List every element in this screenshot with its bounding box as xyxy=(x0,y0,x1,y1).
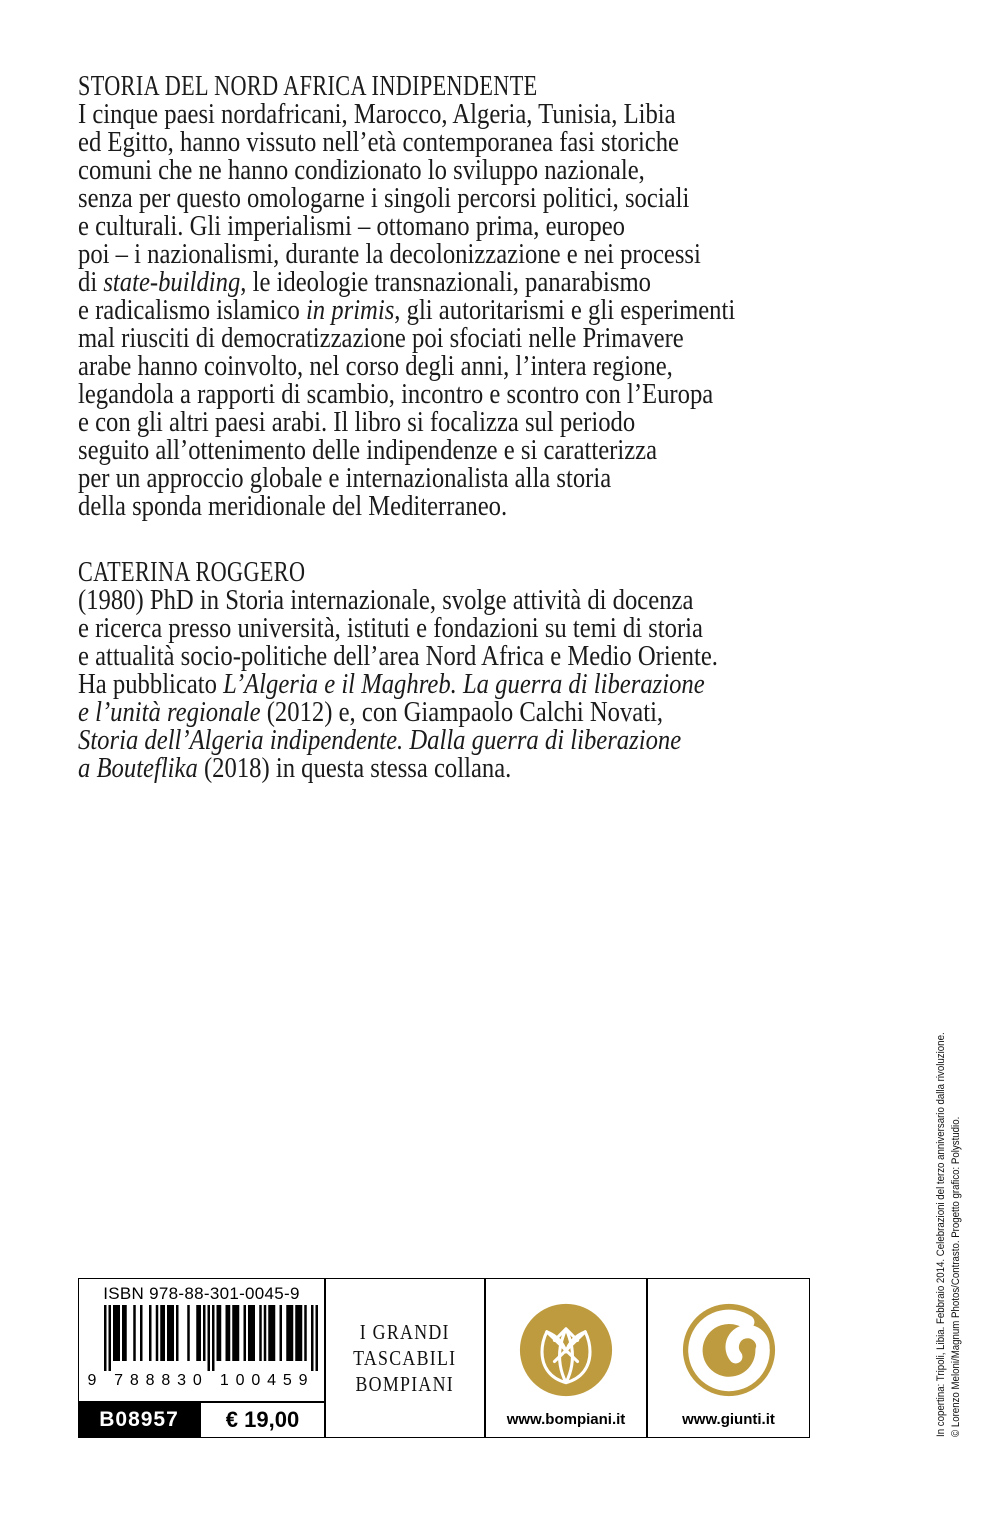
svg-text:4: 4 xyxy=(266,1372,276,1389)
synopsis-text xyxy=(78,100,962,520)
svg-text:1: 1 xyxy=(219,1372,229,1389)
bompiani-flower-logo-icon xyxy=(518,1302,614,1398)
isbn-number: ISBN 978-88-301-0045-9 xyxy=(103,1284,300,1303)
price-value: € 19,00 xyxy=(225,1407,300,1432)
text-line: senza per questo omologarne i singoli percorsi politici, sociali xyxy=(78,182,690,214)
credit-line: In copertina: Tripoli, Libia. Febbraio 2014. Celebrazioni del terzo anniversario dalla rivoluzione. xyxy=(935,1032,947,1437)
text-line: I cinque paesi nordafricani, Marocco, Algeria, Tunisia, Libia xyxy=(78,98,676,130)
text-line: per un approccio globale e internazionalista alla storia xyxy=(78,462,612,494)
giunti-g-logo-icon xyxy=(681,1302,777,1398)
ean13-barcode xyxy=(80,1305,324,1389)
svg-text:8: 8 xyxy=(129,1372,139,1389)
text-line: Ha pubblicato L’Algeria e il Maghreb. La guerra di liberazione xyxy=(78,668,705,700)
text-line: a Bouteflika (2018) in questa stessa collana. xyxy=(78,752,512,784)
series-line: I GRANDI xyxy=(359,1320,450,1344)
book-title: STORIA DEL NORD AFRICA INDIPENDENTE xyxy=(78,70,538,102)
text-line: seguito all’ottenimento delle indipendenze e si caratterizza xyxy=(78,434,658,466)
text-line: legandola a rapporti di scambio, incontro e scontro con l’Europa xyxy=(78,378,714,410)
bompiani-panel xyxy=(485,1278,647,1438)
text-line: di state-building, le ideologie transnazionali, panarabismo xyxy=(78,266,651,298)
svg-text:8: 8 xyxy=(160,1372,170,1389)
text-line: (1980) PhD in Storia internazionale, svolge attività di docenza xyxy=(78,584,694,616)
text-line: e radicalismo islamico in primis, gli autoritarismi e gli esperimenti xyxy=(78,294,736,326)
product-code: B08957 xyxy=(99,1408,179,1431)
svg-text:5: 5 xyxy=(282,1372,292,1389)
text-line: e l’unità regionale (2012) e, con Giampaolo Calchi Novati, xyxy=(78,696,664,728)
text-line: Storia dell’Algeria indipendente. Dalla guerra di liberazione xyxy=(78,724,682,756)
series-panel xyxy=(325,1278,485,1438)
text-line: e ricerca presso università, istituti e fondazioni su temi di storia xyxy=(78,612,703,644)
text-line: e attualità socio-politiche dell’area Nord Africa e Medio Oriente. xyxy=(78,640,718,672)
isbn-barcode-panel xyxy=(78,1278,325,1402)
text-line: ed Egitto, hanno vissuto nell’età contemporanea fasi storiche xyxy=(78,126,680,158)
text-line: della sponda meridionale del Mediterraneo. xyxy=(78,490,508,522)
giunti-url: www.giunti.it xyxy=(682,1411,775,1428)
synopsis-section xyxy=(78,72,962,520)
text-line: comuni che ne hanno condizionato lo sviluppo nazionale, xyxy=(78,154,645,186)
svg-text:0: 0 xyxy=(235,1372,245,1389)
svg-text:9: 9 xyxy=(298,1372,308,1389)
credit-line: © Lorenzo Meloni/Magnum Photos/Contrasto. Progetto grafico: Polystudio. xyxy=(950,1116,962,1437)
svg-text:0: 0 xyxy=(192,1372,202,1389)
text-line: e con gli altri paesi arabi. Il libro si focalizza sul periodo xyxy=(78,406,636,438)
price-tag xyxy=(200,1402,325,1438)
series-line: BOMPIANI xyxy=(355,1372,455,1396)
series-line: TASCABILI xyxy=(353,1346,457,1370)
svg-text:7: 7 xyxy=(113,1372,123,1389)
svg-text:3: 3 xyxy=(176,1372,186,1389)
product-code-badge xyxy=(78,1402,200,1438)
text-line: mal riusciti di democratizzazione poi sfociati nelle Primavere xyxy=(78,322,684,354)
author-name: CATERINA ROGGERO xyxy=(78,556,306,588)
author-section xyxy=(78,558,962,782)
text-line: poi – i nazionalismi, durante la decolonizzazione e nei processi xyxy=(78,238,701,270)
series-title xyxy=(353,1319,456,1397)
svg-text:8: 8 xyxy=(145,1372,155,1389)
svg-text:9: 9 xyxy=(87,1372,96,1389)
bompiani-url: www.bompiani.it xyxy=(506,1411,626,1428)
author-bio xyxy=(78,586,962,782)
giunti-panel xyxy=(647,1278,810,1438)
text-line: e culturali. Gli imperialismi – ottomano prima, europeo xyxy=(78,210,625,242)
photo-credit-text xyxy=(934,1032,964,1437)
text-line: arabe hanno coinvolto, nel corso degli anni, l’intera regione, xyxy=(78,350,673,382)
svg-text:0: 0 xyxy=(250,1372,260,1389)
